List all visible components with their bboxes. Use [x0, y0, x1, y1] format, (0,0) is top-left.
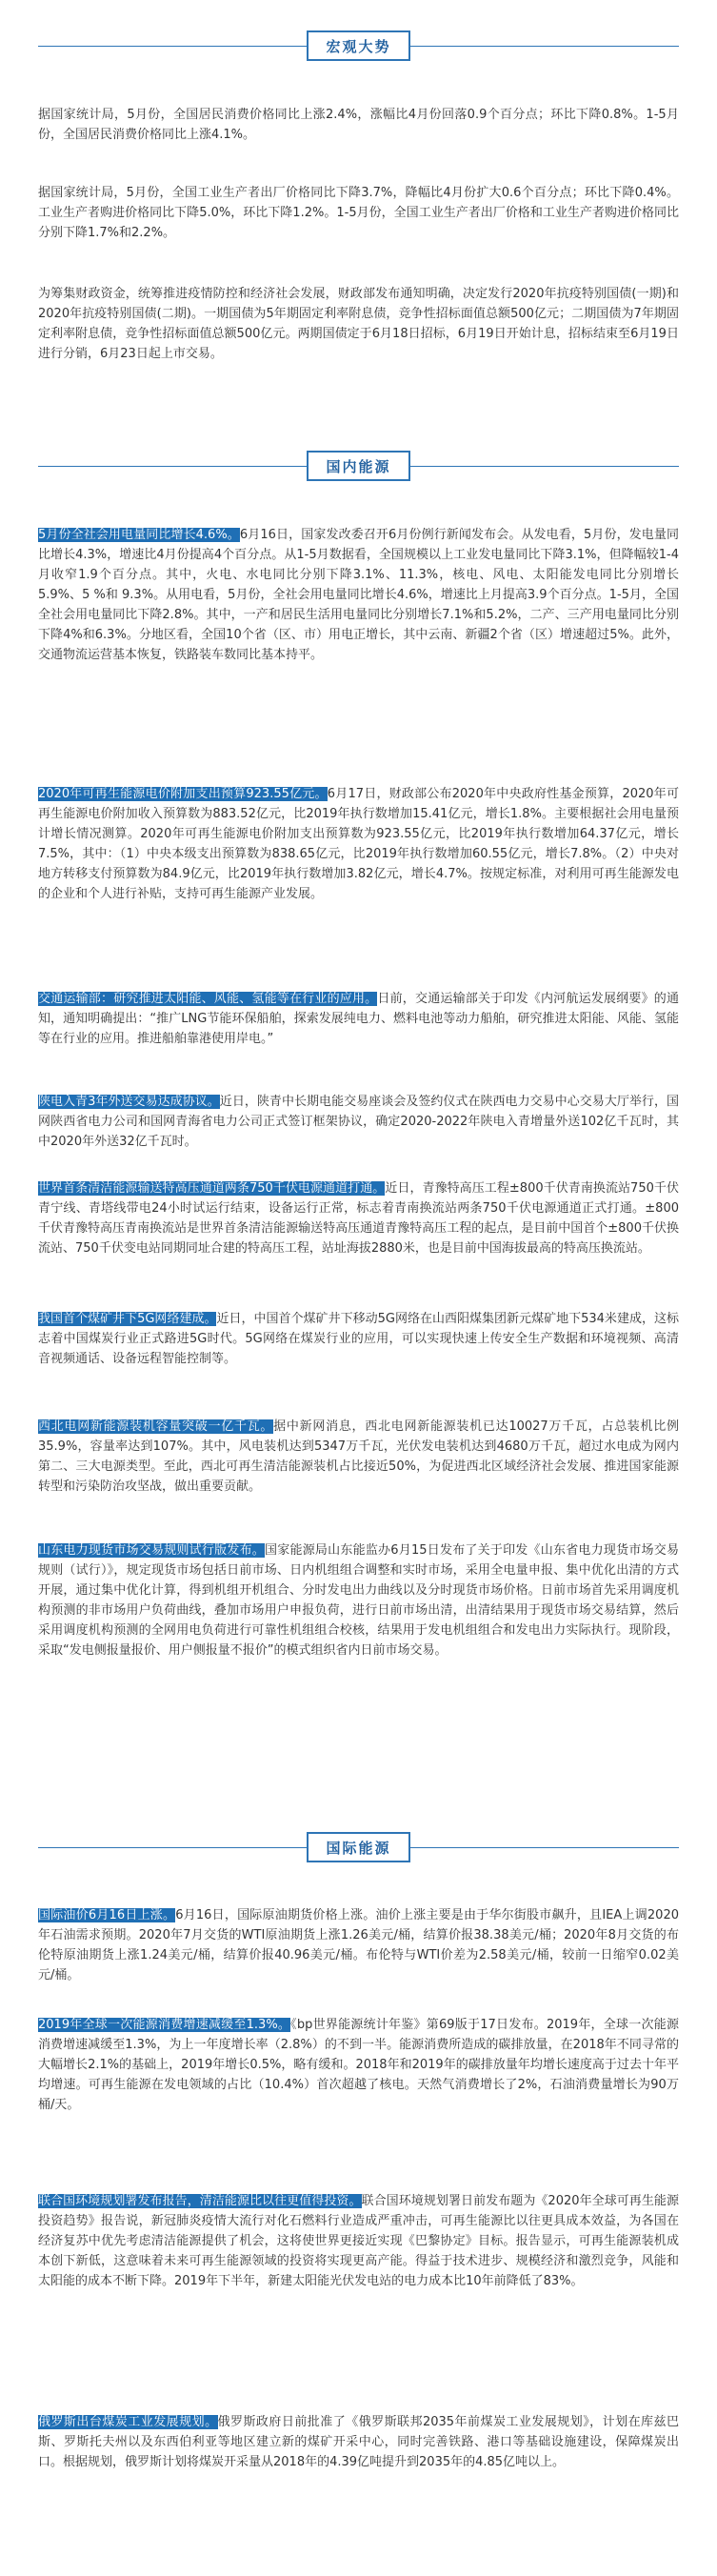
news-body: 联合国环境规划署日前发布题为《2020年全球可再生能源投资趋势》报告说，新冠肺炎疫情大流行对化石燃料行业造成严重冲击，可再生能源比以往更具成本效益，为各国在经济复苏中优先考虑清洁能源提供了机会，这将使世界更接近实现《巴黎协定》目标。报告显示，可再生能源装机成本创下新低，这意味着未来可再生能源领域的投资将实现更高产能。得益于技术进步、规模经济和激烈竞争，风能和太阳能的成本不断下降。2019年下半年，新建太阳能光伏发电站的电力成本比10年前降低了83%。 — [38, 2194, 679, 2288]
news-headline: 5月份全社会用电量同比增长4.6%。 — [38, 528, 240, 542]
news-item — [38, 1417, 679, 1497]
news-body: 近日，中国首个煤矿井下移动5G网络在山西阳煤集团新元煤矿地下534米建成，这标志着中国煤炭行业正式路进5G时代。5G网络在煤炭行业的应用，可以实现快速上传安全生产数据和环境视频、高清音视频通话、设备远程智能控制等。 — [38, 1312, 679, 1366]
header-rule-left — [38, 1847, 307, 1848]
header-rule-left — [38, 46, 307, 47]
macro-paragraph: 据国家统计局，5月份，全国工业生产者出厂价格同比下降3.7%，降幅比4月份扩大0.6个百分点；环比下降0.4%。工业生产者购进价格同比下降5.0%，环比下降1.2%。1-5月份，全国工业生产者出厂价格和工业生产者购进价格同比分别下降1.7%和2.2%。 — [38, 186, 679, 240]
news-body: 6月17日，财政部公布2020年中央政府性基金预算，2020年可再生能源电价附加收入预算数为883.52亿元，比2019年执行数增加15.41亿元，增长1.8%。主要根据社会用电量预计增长情况测算。2020年可再生能源电价附加支出预算数为923.55亿元，比2019年执行数增加64.37亿元，增长7.5%，其中：（1）中央本级支出预算数为838.65亿元，比2019年执行数增加60.55亿元，增长7.8%。（2）中央对地方转移支付预算数为84.9亿元，比2019年执行数增加3.82亿元，增长4.7%。按规定标准，对利用可再生能源发电的企业和个人进行补贴，支持可再生能源产业发展。 — [38, 787, 679, 901]
news-item — [38, 784, 679, 904]
news-item — [38, 2191, 679, 2291]
news-item — [38, 1178, 679, 1258]
macro-paragraph: 为筹集财政资金，统筹推进疫情防控和经济社会发展，财政部发布通知明确，决定发行2020年抗疫特别国债(一期)和2020年抗疫特别国债(二期)。一期国债为5年期固定利率附息债，竞争性招标面值总额500亿元；二期国债为7年期固定利率附息债，竞争性招标面值总额500亿元。两期国债定于6月18日招标，6月19日开始计息，招标结束至6月19日进行分销，6月23日起上市交易。 — [38, 287, 679, 361]
news-item — [38, 1309, 679, 1369]
section-title-box — [307, 451, 410, 481]
news-headline: 2019年全球一次能源消费增速减缓至1.3%。 — [38, 2018, 291, 2032]
news-body: 近日，青豫特高压工程±800千伏青南换流站750千伏青宁线、青塔线带电24小时试运行结束，设备运行正常，标志着青南换流站两条750千伏电源通道正式打通。±800千伏青豫特高压青南换流站是世界首条清洁能源输送特高压通道青豫特高压工程的起点，是目前中国首个±800千伏换流站、750千伏变电站同期同址合建的特高压工程，站址海拔2880米，也是目前中国海拔最高的特高压换流站。 — [38, 1181, 679, 1256]
header-rule-right — [410, 466, 679, 467]
section-title-domestic: 国内能源 — [326, 457, 391, 475]
news-headline: 山东电力现货市场交易规则试行版发布。 — [38, 1543, 266, 1558]
news-item — [38, 989, 679, 1049]
news-body: 据中新网消息，西北电网新能源装机已达10027万千瓦，占总装机比例35.9%，容量率达到107%。其中，风电装机达到5347万千瓦，光伏发电装机达到4680万千瓦，超过水电成为网内第二、三大电源类型。至此，西北可再生清洁能源装机占比接近50%，为促进西北区域经济社会发展、推进国家能源转型和污染防治攻坚战，做出重要贡献。 — [38, 1419, 679, 1494]
header-rule-right — [410, 46, 679, 47]
section-header-macro — [0, 28, 717, 66]
news-item — [38, 1540, 679, 1660]
news-headline: 2020年可再生能源电价附加支出预算923.55亿元。 — [38, 787, 328, 801]
news-body: 《bp世界能源统计年鉴》第69版于17日发布。2019年，全球一次能源消费增速减缓至1.3%，为上一年度增长率（2.8%）的不到一半。能源消费所造成的碳排放量，在2018年不同寻常的大幅增长2.1%的基础上，2019年增长0.5%，略有缓和。2018年和2019年的碳排放量年均增长速度高于过去十年平均增速。可再生能源在发电领域的占比（10.4%）首次超越了核电。天然气消费增长了2%，石油消费量增长为90万桶/天。 — [38, 2018, 679, 2112]
section-title-box — [307, 30, 410, 61]
news-headline: 世界首条清洁能源输送特高压通道两条750千伏电源通道打通。 — [38, 1181, 386, 1196]
news-headline: 联合国环境规划署发布报告，清洁能源比以往更值得投资。 — [38, 2194, 362, 2208]
news-item — [38, 1092, 679, 1152]
section-title-macro: 宏观大势 — [326, 37, 391, 55]
news-body: 6月16日，国家发改委召开6月份例行新闻发布会。从发电看，5月份，发电量同比增长4.3%，增速比4月份提高4个百分点。从1-5月数据看，全国规模以上工业发电量同比下降3.1%，但降幅较1-4月收窄1.9个百分点。其中，火电、水电同比分别下降3.1%、11.3%，核电、风电、太阳能发电同比分别增长 5.9%、5 %和 9.3%。从用电看，5月份，全社会用电量同比增长4.6%，增速比上月提高3.9个百分点。1-5月，全国全社会用电量同比下降2.8%。其中，一产和居民生活用电量同比分别增长7.1%和5.2%，二产、三产用电量同比分别下降4%和6.3%。分地区看，全国10个省（区、市）用电正增长，其中云南、新疆2个省（区）增速超过5%。此外，交通物流运营基本恢复，铁路装车数同比基本持平。 — [38, 528, 679, 662]
news-body: 近日，陕青中长期电能交易座谈会及签约仪式在陕西电力交易中心交易大厅举行，国网陕西省电力公司和国网青海省电力公司正式签订框架协议，确定2020-2022年陕电入青增量外送102亿千瓦时，其中2020年外送32亿千瓦时。 — [38, 1095, 679, 1149]
macro-paragraph: 据国家统计局，5月份，全国居民消费价格同比上涨2.4%，涨幅比4月份回落0.9个百分点；环比下降0.8%。1-5月份，全国居民消费价格同比上涨4.1%。 — [38, 108, 679, 142]
news-headline: 我国首个煤矿井下5G网络建成。 — [38, 1312, 217, 1326]
header-rule-right — [410, 1847, 679, 1848]
section-title-international: 国际能源 — [326, 1839, 391, 1857]
news-headline: 俄罗斯出台煤炭工业发展规划。 — [38, 2415, 218, 2429]
news-headline: 交通运输部：研究推进太阳能、风能、氢能等在行业的应用。 — [38, 992, 378, 1006]
section-header-domestic — [0, 448, 717, 486]
news-item — [38, 2412, 679, 2472]
header-rule-left — [38, 466, 307, 467]
news-item — [38, 1905, 679, 1985]
news-headline: 西北电网新能源装机容量突破一亿千瓦。 — [38, 1419, 274, 1434]
news-item — [38, 2015, 679, 2115]
news-body: 俄罗斯政府日前批准了《俄罗斯联邦2035年前煤炭工业发展规划》，计划在库兹巴斯、罗斯托夫州以及东西伯利亚等地区建立新的煤矿开采中心，同时完善铁路、港口等基础设施建设，保障煤炭出口。根据规划，俄罗斯计划将煤炭开采量从2018年的4.39亿吨提升到2035年的4.85亿吨以上。 — [38, 2415, 679, 2469]
news-body: 国家能源局山东能监办6月15日发布了关于印发《山东省电力现货市场交易规则（试行）》，规定现货市场包括日前市场、日内机组组合调整和实时市场，采用全电量申报、集中优化出清的方式开展，通过集中优化计算，得到机组开机组合、分时发电出力曲线以及分时现货市场价格。日前市场首先采用调度机构预测的非市场用户负荷曲线，叠加市场用户申报负荷，进行日前市场出清，出清结果用于现货市场交易结算，然后采用调度机构预测的全网用电负荷进行可靠性机组组合校核，结果用于发电机组组合和发电出力实际执行。现阶段，采取“发电侧报量报价、用户侧报量不报价”的模式组织省内日前市场交易。 — [38, 1543, 679, 1658]
section-header-international — [0, 1829, 717, 1867]
news-body: 6月16日，国际原油期货价格上涨。油价上涨主要是由于华尔街股市飙升，且IEA上调2020年石油需求预期。2020年7月交货的WTI原油期货上涨1.26美元/桶，结算价报38.38美元/桶；2020年8月交货的布伦特原油期货上涨1.24美元/桶，结算价报40.96美元/桶。布伦特与WTI价差为2.58美元/桶，较前一日缩窄0.02美元/桶。 — [38, 1908, 679, 1982]
news-body: 日前，交通运输部关于印发《内河航运发展纲要》的通知，通知明确提出：“推广LNG节能环保船舶，探索发展纯电力、燃料电池等动力船舶，研究推进太阳能、风能、氢能等在行业的应用。推进船舶靠港使用岸电。” — [38, 992, 679, 1046]
news-headline: 国际油价6月16日上涨。 — [38, 1908, 176, 1922]
news-headline: 陕电入青3年外送交易达成协议。 — [38, 1095, 220, 1109]
section-title-box — [307, 1832, 410, 1862]
news-item — [38, 525, 679, 665]
